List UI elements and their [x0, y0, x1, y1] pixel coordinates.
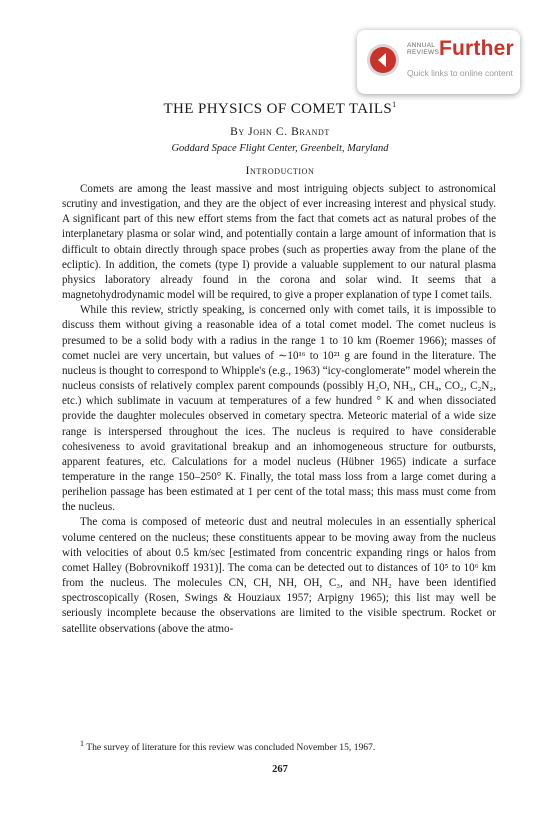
quick-links-label: Quick links to online content [407, 68, 513, 78]
body-text [62, 182, 496, 637]
footnote: $^1$ The survey of literature for this review was concluded November 15, 1967. [80, 739, 376, 754]
paragraph: While this review, strictly speaking, is concerned only with comet tails, it is impossible to discuss them without giving a reasonable idea of a total comet model. The comet nucleus is presumed to be a solid body with a radius in the range 1 to 10 km (Roemer 1966); masses of comet nuclei are very uncertain, but values of ∼10¹⁶ to 10²¹ g are found in the literature. The nucleus is thought to correspond to Whipple's (e.g., 1963) “icy-conglomerate” model wherein the nucleus consists of relatively complex parent compounds (possibly H₂O, NH₃, CH₄, CO₂, C₂N₂, etc.) which sublimate in vacuum at temperatures of a few hundred ° K and when dissociated provide the daughter molecules observed in cometary spectra. Meteoric material of a wide size range is interspersed throughout the ices. The nucleus is required to have considerable cohesiveness to avoid gravitational breakup and an inhomogeneous structure for outbursts, apparent features, etc. Calculations for a model nucleus (Hübner 1965) indicate a surface temperature in the range 150–250° K. Finally, the total mass loss from a large comet during a perihelion passage has been estimated at 1 per cent of the total mass; this mass must come from the nucleus. [62, 304, 496, 514]
affiliation: Goddard Space Flight Center, Greenbelt, Maryland [171, 143, 389, 154]
title-footnote-marker[interactable]: 1 [392, 100, 397, 109]
paragraph: The coma is composed of meteoric dust and neutral molecules in an essentially spherical volume centered on the nucleus; these constituents appear to be moving away from the nucleus with velocities of about 0.5 km/sec [estimated from concentric expanding rings or halos from comet Halley (Bobrovnikoff 1931)]. The coma can be detected out to distances of 10⁵ to 10⁶ km from the nucleus. The molecules CN, CH, NH, OH, C₃, and NH₂ have been identified spectroscopically (Rosen, Swings & Houziaux 1957; Arpigny 1965); this list may well be seriously incomplete because the observations are limited to the visible spectrum. Rocket or satellite observations (above the atmo- [62, 516, 496, 635]
author-line: By John C. Brandt [230, 126, 330, 138]
section-heading: Introduction [245, 165, 315, 177]
paragraph: Comets are among the least massive and most intriguing objects subject to astronomical scrutiny and investigation, and they are the object of ever increasing interest and physical study. A significant part of this new effort stems from the fact that comets act as natural probes of the interplanetary plasma or solar wind, and potentially contain a large amount of information that is difficult to obtain directly through space probes (such as properties away from the plane of the ecliptic). In addition, the comets (type I) provide a valuable supplement to our natural plasma physics laboratory already found in the corona and solar wind. It seems that a magnetohydrodynamic model will be required, to give a proper explanation of type I comet tails. [62, 183, 496, 302]
further-badge[interactable] [357, 30, 520, 94]
arrow-circle-icon [366, 43, 400, 77]
page-number: 267 [272, 764, 288, 775]
further-label: Further [439, 37, 514, 60]
paper-title: THE PHYSICS OF COMET TAILS$^1$ [163, 100, 397, 117]
annual-reviews-label: ANNUAL REVIEWS [407, 42, 440, 56]
